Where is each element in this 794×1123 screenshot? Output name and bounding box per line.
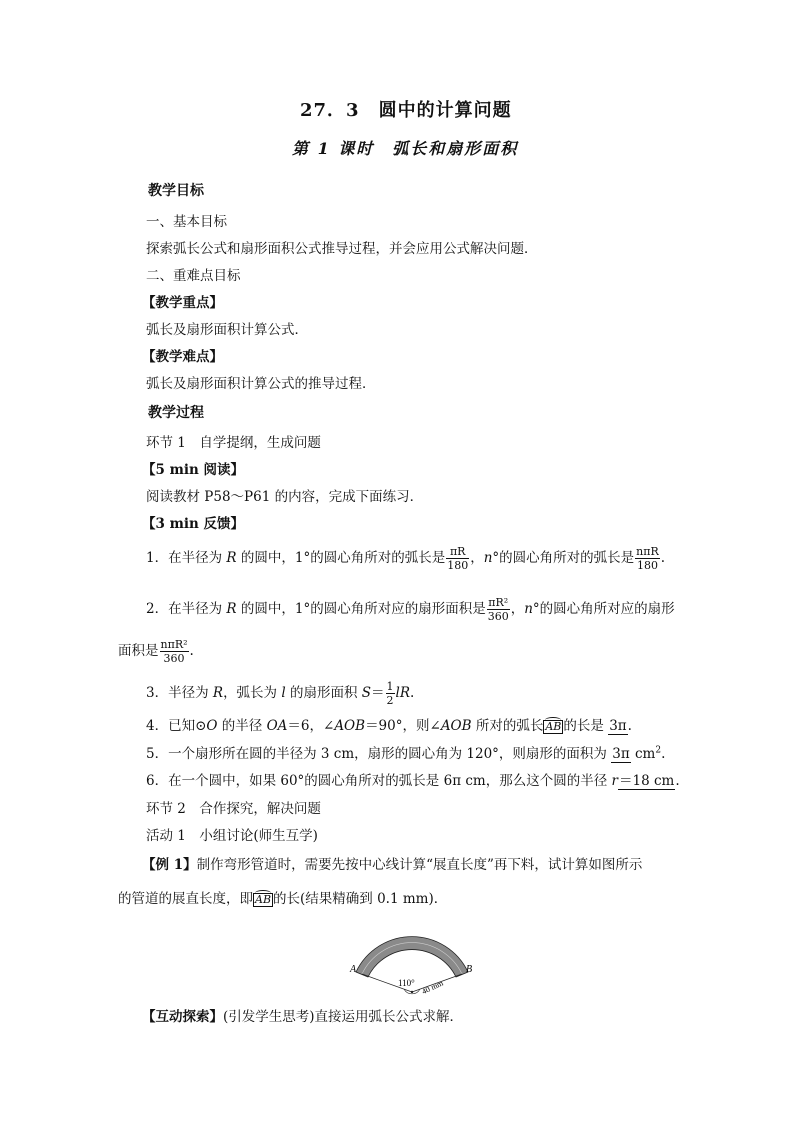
arc-symbol: AB	[255, 893, 272, 906]
key-goal-heading: 二、重难点目标	[146, 268, 241, 284]
arc-symbol: AB	[545, 720, 562, 733]
difficulty-text: 弧长及扇形面积计算公式的推导过程．	[146, 376, 376, 392]
label-angle: 110°	[398, 978, 415, 988]
section-heading-process: 教学过程	[148, 405, 204, 421]
section-heading-goals: 教学目标	[148, 183, 204, 199]
read-label: 【5 min 阅读】	[142, 462, 245, 478]
basic-goal-text: 探索弧长公式和扇形面积公式推导过程，并会应用公式解决问题．	[146, 241, 538, 257]
exercise-2: 2．在半径为 R 的圆中，1°的圆心角所对应的扇形面积是 $\frac{\text{πR²}}{360}$ ，n°的圆心角所对应的扇形	[146, 596, 675, 623]
basic-goal-heading: 一、基本目标	[146, 214, 227, 230]
fraction: $\frac{\pi R}{180}$	[447, 545, 469, 572]
read-text: 阅读教材 P58～P61 的内容，完成下面练习．	[146, 489, 424, 505]
answer: 3π	[609, 718, 627, 734]
answer: 3π	[612, 746, 630, 762]
answer: ＝18 cm	[618, 773, 675, 789]
step1-heading: 环节 1 自学提纲，生成问题	[146, 435, 321, 451]
center-point	[411, 991, 413, 993]
label-length: 40 mm	[420, 978, 445, 997]
fraction: $\frac{\text{nπR²}}{360}$	[160, 638, 188, 665]
fraction: $\frac{1}{2}$	[386, 680, 394, 707]
example1-line2: 的管道的展直长度，即 AB 的长(结果精确到 0.1 mm)．	[118, 891, 448, 907]
exercise-2-cont: 面积是 $\frac{\text{nπR²}}{360}$ .	[118, 638, 194, 665]
exercise-1: 1．在半径为 R 的圆中，1°的圆心角所对的弧长是 $\frac{\pi R}{180}$ ，n°的圆心角所对的弧长是 $\frac{\text{nπR}}{180}$ .	[146, 545, 666, 572]
exercise-6: 6．在一个圆中，如果 60°的圆心角所对的弧长是 6π cm，那么这个圆的半径 r＝18 cm.	[146, 773, 680, 789]
step2-heading: 环节 2 合作探究，解决问题	[146, 801, 321, 817]
focus-text: 弧长及扇形面积计算公式．	[146, 322, 308, 338]
pipe-figure	[342, 920, 482, 1000]
fraction: $\frac{\text{πR²}}{360}$	[487, 596, 509, 623]
activity1-heading: 活动 1 小组讨论(师生互学)	[146, 828, 318, 844]
fraction: $\frac{\text{nπR}}{180}$	[636, 545, 659, 572]
page-subtitle: 第 1 课时 弧长和扇形面积	[292, 139, 519, 158]
exercise-4: 4．已知⊙O 的半径 OA＝6，∠AOB＝90°，则∠AOB 所对的弧长 AB 的长是 3π.	[146, 718, 632, 734]
example1-line1: 【例 1】制作弯形管道时，需要先按中心线计算“展直长度”再下料，试计算如图所示	[142, 857, 643, 873]
difficulty-label: 【教学难点】	[142, 349, 223, 365]
exercise-5: 5．一个扇形所在圆的半径为 3 cm，扇形的圆心角为 120°，则扇形的面积为 3π $cm^2$.	[146, 745, 666, 762]
exercise-3: 3．半径为 R，弧长为 l 的扇形面积 S＝ $\frac{1}{2}$ lR.	[146, 680, 415, 707]
label-b: B	[466, 964, 473, 975]
focus-label: 【教学重点】	[142, 295, 223, 311]
interactive-explore: 【互动探索】(引发学生思考)直接运用弧长公式求解．	[142, 1009, 464, 1025]
label-a: A	[350, 964, 357, 975]
page-title: 27．3 圆中的计算问题	[300, 100, 512, 121]
feedback-label: 【3 min 反馈】	[142, 516, 245, 532]
